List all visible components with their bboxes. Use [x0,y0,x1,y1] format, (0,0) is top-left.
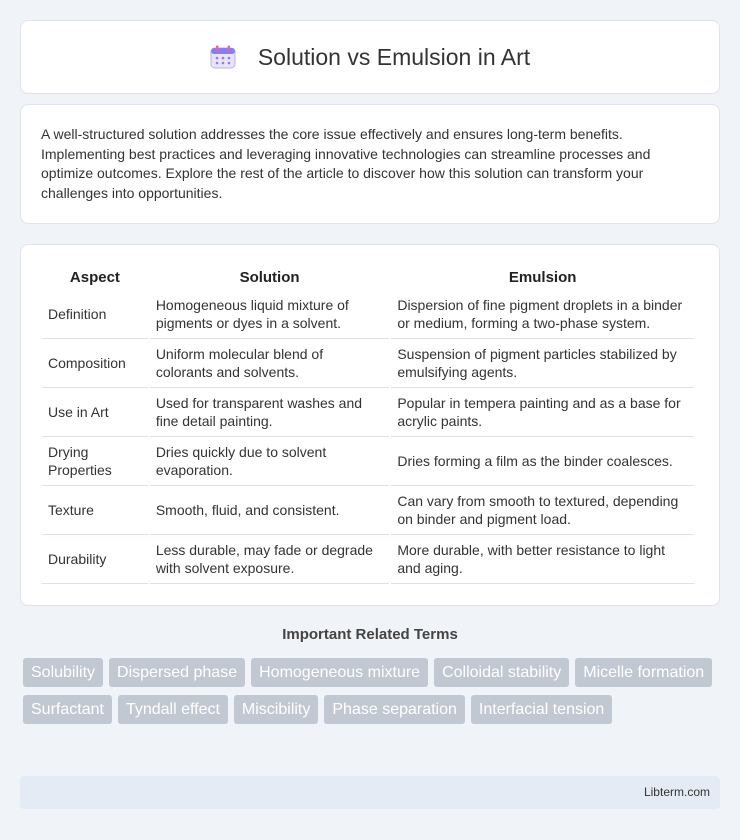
intro-text: A well-structured solution addresses the core issue effectively and ensures long-term benefits. Implementing best practices and leveraging innovative technologies can streamline processes and optimize outcomes. Explore the rest of the article to discover how this solution can transform your challenges into opportunities. [41,126,651,201]
table-row [42,290,694,339]
tag-solubility[interactable]: Solubility [23,658,103,687]
header-emulsion: Emulsion [508,269,577,286]
tag-interfacial-tension[interactable]: Interfacial tension [471,695,612,724]
aspect-cell: Drying Properties [42,437,148,486]
tag-micelle-formation[interactable]: Micelle formation [575,658,712,687]
footer-site-link[interactable]: Libterm.com [643,785,710,799]
table-row [42,486,694,535]
table-header-row [42,265,694,290]
header [210,44,530,71]
header-card [20,20,720,94]
emulsion-cell: Suspension of pigment particles stabilized by emulsifying agents. [391,339,694,388]
tag-miscibility[interactable]: Miscibility [234,695,318,724]
emulsion-cell: Popular in tempera painting and as a base for acrylic paints. [391,388,694,437]
solution-cell: Homogeneous liquid mixture of pigments or dyes in a solvent. [150,290,390,339]
emulsion-cell: Dispersion of fine pigment droplets in a binder or medium, forming a two-phase system. [391,290,694,339]
comparison-card [20,244,720,606]
emulsion-cell: Dries forming a film as the binder coalesces. [391,437,694,486]
solution-cell: Smooth, fluid, and consistent. [150,486,390,535]
aspect-cell: Composition [42,339,148,388]
tag-homogeneous-mixture[interactable]: Homogeneous mixture [251,658,428,687]
solution-cell: Used for transparent washes and fine detail painting. [150,388,390,437]
table-row [42,535,694,584]
solution-cell: Uniform molecular blend of colorants and solvents. [150,339,390,388]
table-row [42,339,694,388]
solution-cell: Less durable, may fade or degrade with solvent exposure. [150,535,390,584]
page-title: Solution vs Emulsion in Art [257,43,531,70]
table-row [42,388,694,437]
aspect-cell: Texture [42,486,148,535]
tag-tyndall-effect[interactable]: Tyndall effect [118,695,228,724]
comparison-table [40,265,696,584]
emulsion-cell: More durable, with better resistance to light and aging. [391,535,694,584]
calendar-icon [210,45,236,69]
emulsion-cell: Can vary from smooth to textured, depending on binder and pigment load. [391,486,694,535]
tag-surfactant[interactable]: Surfactant [23,695,112,724]
tag-dispersed-phase[interactable]: Dispersed phase [109,658,245,687]
footer [20,776,720,809]
related-terms-list [23,658,723,724]
table-row [42,437,694,486]
related-terms-title: Important Related Terms [282,626,458,643]
tag-colloidal-stability[interactable]: Colloidal stability [434,658,569,687]
aspect-cell: Definition [42,290,148,339]
intro-card [20,104,720,224]
header-aspect: Aspect [69,269,120,286]
header-solution: Solution [239,269,300,286]
tag-phase-separation[interactable]: Phase separation [324,695,465,724]
aspect-cell: Use in Art [42,388,148,437]
aspect-cell: Durability [42,535,148,584]
solution-cell: Dries quickly due to solvent evaporation. [150,437,390,486]
